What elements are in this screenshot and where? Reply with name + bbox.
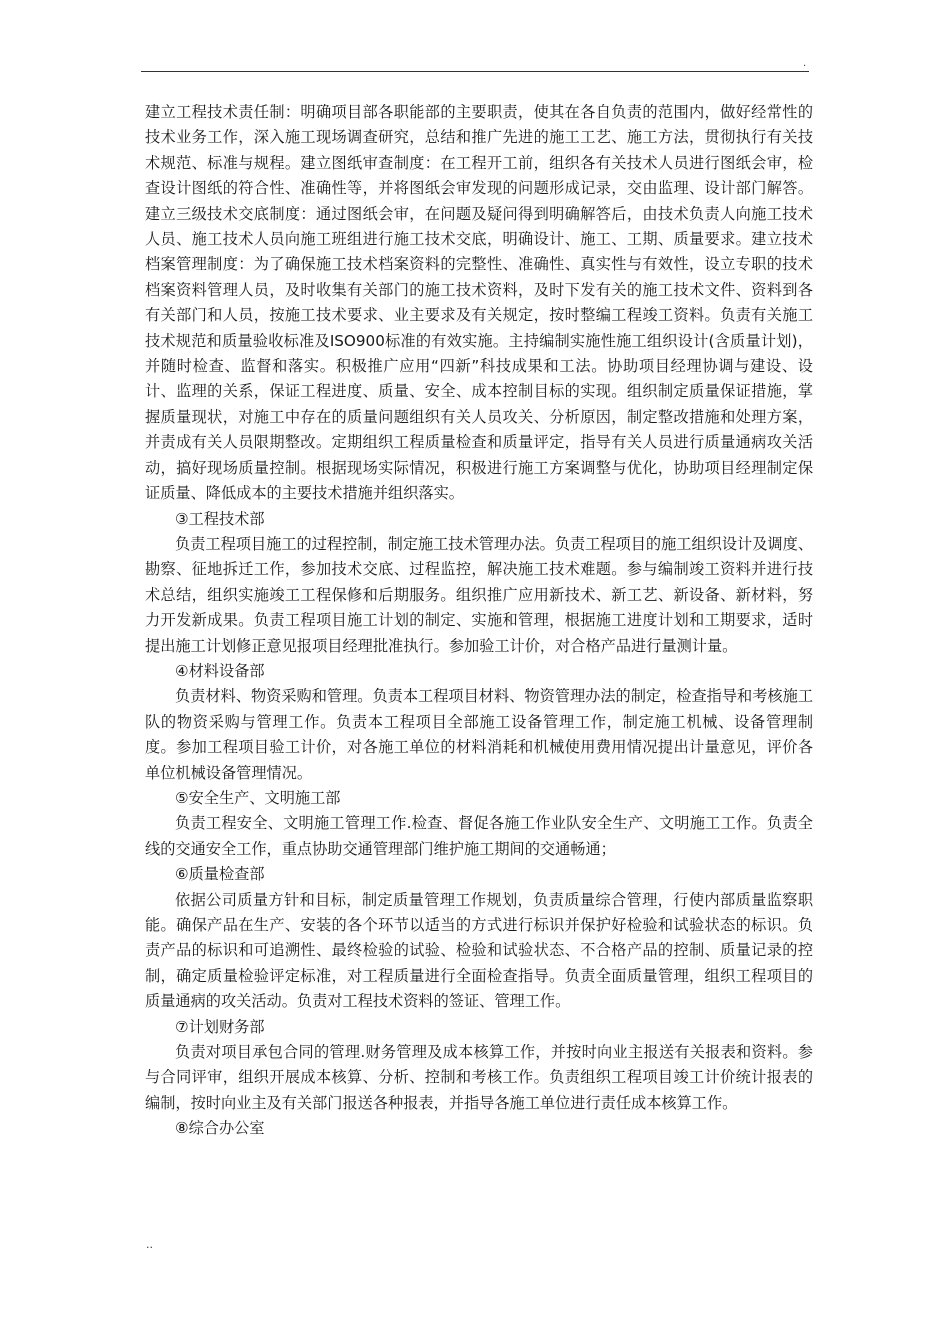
paragraph-safety-civilized: 负责工程安全、文明施工管理工作.检查、督促各施工作业队安全生产、文明施工工作。负责全线的交通安全工作，重点协助交通管理部门维护施工期间的交通畅通； bbox=[145, 814, 813, 858]
section-heading-general-office: ⑧综合办公室 bbox=[175, 1119, 265, 1138]
section-heading-quality-inspection: ⑥质量检查部 bbox=[175, 865, 265, 884]
section-heading-engineering-technology: ③工程技术部 bbox=[175, 509, 265, 528]
paragraph-materials-equipment: 负责材料、物资采购和管理。负责本工程项目材料、物资管理办法的制定，检查指导和考核施工队的物资采购与管理工作。负责本工程项目全部施工设备管理工作，制定施工机械、设备管理制度。参加工程项目验工计价，对各施工单位的材料消耗和机械使用费用情况提出计量意见，评价各单位机械设备管理情况。 bbox=[145, 687, 813, 782]
section-heading-safety-civilized: ⑤安全生产、文明施工部 bbox=[175, 788, 341, 807]
paragraph-planning-finance: 负责对项目承包合同的管理.财务管理及成本核算工作，并按时向业主报送有关报表和资料。参与合同评审，组织开展成本核算、分析、控制和考核工作。负责组织工程项目竣工计价统计报表的编制，按时向业主及有关部门报送各种报表，并指导各施工单位进行责任成本核算工作。 bbox=[145, 1043, 813, 1112]
paragraph-technical-responsibility: 建立工程技术责任制：明确项目部各职能部的主要职责，使其在各自负责的范围内，做好经常性的技术业务工作，深入施工现场调查研究，总结和推广先进的施工工艺、施工方法，贯彻执行有关技术规范、标准与规程。建立图纸审查制度：在工程开工前，组织各有关技术人员进行图纸会审，检查设计图纸的符合性、准确性等，并将图纸会审发现的问题形成记录，交由监理、设计部门解答。建立三级技术交底制度：通过图纸会审，在问题及疑问得到明确解答后，由技术负责人向施工技术人员、施工技术人员向施工班组进行施工技术交底，明确设计、施工、工期、质量要求。建立技术档案管理制度：为了确保施工技术档案资料的完整性、准确性、真实性与有效性，设立专职的技术档案资料管理人员，及时收集有关部门的施工技术资料，及时下发有关的施工技术文件、资料到各有关部门和人员，按施工技术要求、业主要求及有关规定，按时整编工程竣工资料。负责有关施工技术规范和质量验收标准及ISO900标准的有效实施。主持编制实施性施工组织设计(含质量计划)，并随时检查、监督和落实。积极推广应用“四新”科技成果和工法。协助项目经理协调与建设、设计、监理的关系，保证工程进度、质量、安全、成本控制目标的实现。组织制定质量保证措施，掌握质量现状，对施工中存在的质量问题组织有关人员攻关、分析原因，制定整改措施和处理方案，并责成有关人员限期整改。定期组织工程质量检查和质量评定，指导有关人员进行质量通病攻关活动，搞好现场质量控制。根据现场实际情况，积极进行施工方案调整与优化，协助项目经理制定保证质量、降低成本的主要技术措施并组织落实。 bbox=[145, 103, 813, 503]
footer-mark: .. bbox=[146, 1238, 153, 1251]
paragraph-engineering-technology: 负责工程项目施工的过程控制，制定施工技术管理办法。负责工程项目的施工组织设计及调度、勘察、征地拆迁工作，参加技术交底、过程监控，解决施工技术难题。参与编制竣工资料并进行技术总结，组织实施竣工工程保修和后期服务。组织推广应用新技术、新工艺、新设备、新材料，努力开发新成果。负责工程项目施工计划的制定、实施和管理，根据施工进度计划和工期要求，适时提出施工计划修正意见报项目经理批准执行。参加验工计价，对合格产品进行量测计量。 bbox=[145, 534, 813, 655]
document-body bbox=[145, 100, 813, 1142]
header-mark: . bbox=[803, 58, 807, 69]
section-heading-planning-finance: ⑦计划财务部 bbox=[175, 1017, 265, 1036]
header-rule bbox=[141, 71, 809, 72]
section-heading-materials-equipment: ④材料设备部 bbox=[175, 661, 265, 680]
paragraph-quality-inspection: 依据公司质量方针和目标，制定质量管理工作规划，负责质量综合管理，行使内部质量监察职能。确保产品在生产、安装的各个环节以适当的方式进行标识并保护好检验和试验状态的标识。负责产品的标识和可追溯性、最终检验的试验、检验和试验状态、不合格产品的控制、质量记录的控制，确定质量检验评定标准，对工程质量进行全面检查指导。负责全面质量管理，组织工程项目的质量通病的攻关活动。负责对工程技术资料的签证、管理工作。 bbox=[145, 890, 813, 1011]
